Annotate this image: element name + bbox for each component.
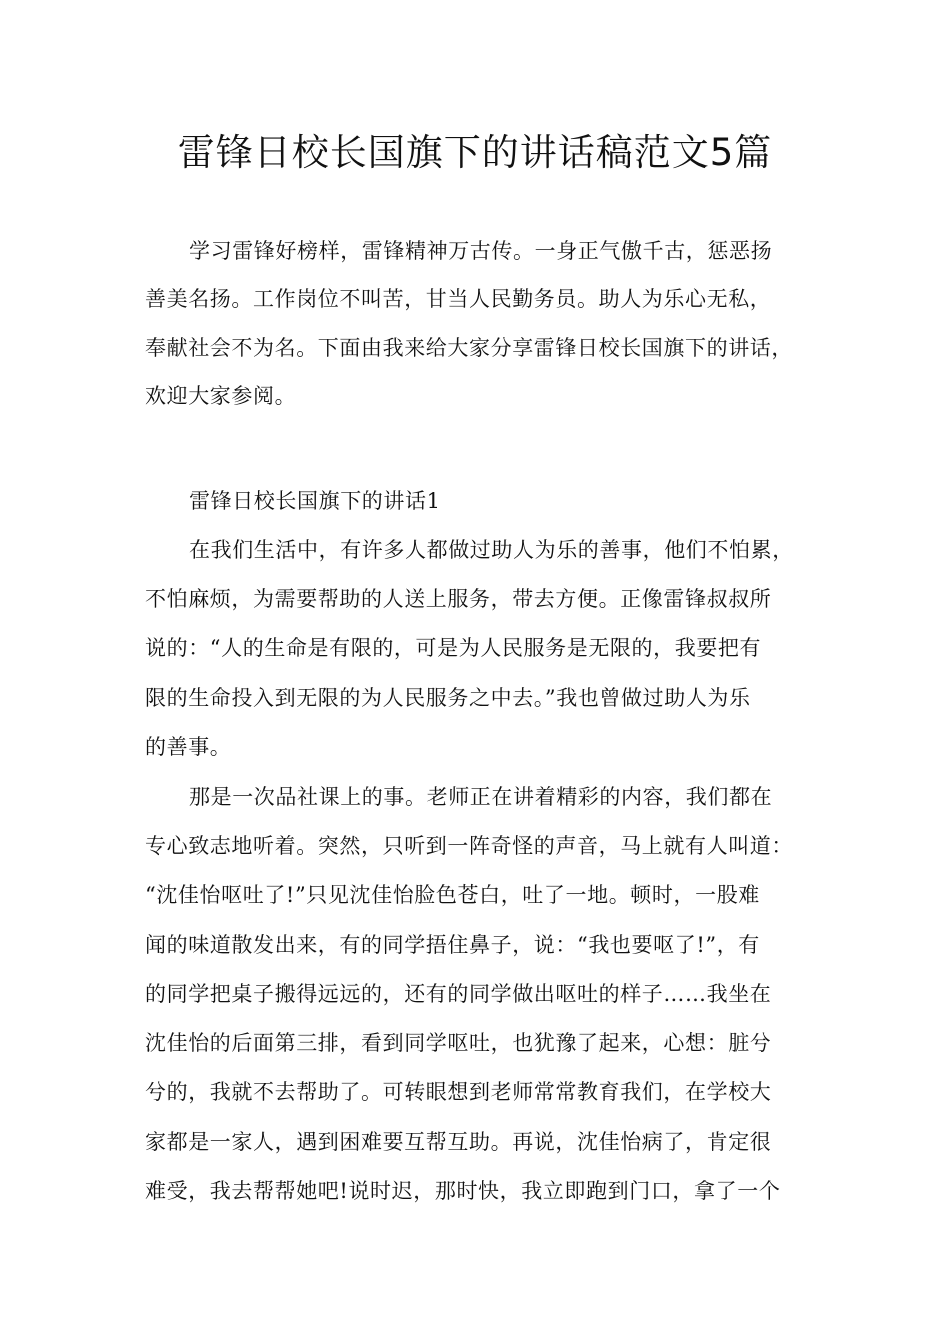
section-heading: 雷锋日校长国旗下的讲话1: [189, 489, 441, 513]
paragraph-2-line-2: 专心致志地听着。突然，只听到一阵奇怪的声音，马上就有人叫道：: [145, 834, 793, 858]
paragraph-1-line-3: 说的：“人的生命是有限的，可是为人民服务是无限的，我要把有: [145, 636, 762, 660]
paragraph-2-line-8: 家都是一家人，遇到困难要互帮互助。再说，沈佳怡病了，肯定很: [145, 1130, 772, 1154]
intro-line-1: 学习雷锋好榜样，雷锋精神万古传。一身正气傲千古，惩恶扬: [189, 239, 773, 263]
intro-line-2: 善美名扬。工作岗位不叫苦，甘当人民勤务员。助人为乐心无私，: [145, 287, 772, 311]
paragraph-1-line-5: 的善事。: [145, 735, 232, 759]
paragraph-2-line-9: 难受，我去帮帮她吧!说时迟，那时快，我立即跑到门口，拿了一个: [145, 1179, 781, 1203]
intro-line-4: 欢迎大家参阅。: [145, 384, 297, 408]
document-title: 雷锋日校长国旗下的讲话稿范文5篇: [177, 131, 773, 174]
paragraph-1-line-2: 不怕麻烦，为需要帮助的人送上服务，带去方便。正像雷锋叔叔所: [145, 587, 772, 611]
paragraph-2-line-4: 闻的味道散发出来，有的同学捂住鼻子，说：“我也要呕了!”，有: [145, 933, 760, 957]
paragraph-2-line-6: 沈佳怡的后面第三排，看到同学呕吐，也犹豫了起来，心想：脏兮: [145, 1031, 772, 1055]
paragraph-2-line-5: 的同学把桌子搬得远远的，还有的同学做出呕吐的样子……我坐在: [145, 982, 772, 1006]
paragraph-2-line-3: “沈佳怡呕吐了!”只见沈佳怡脸色苍白，吐了一地。顿时，一股难: [145, 883, 760, 907]
paragraph-1-line-4: 限的生命投入到无限的为人民服务之中去。”我也曾做过助人为乐: [145, 686, 751, 710]
paragraph-2-line-7: 兮的，我就不去帮助了。可转眼想到老师常常教育我们，在学校大: [145, 1080, 772, 1104]
paragraph-2-line-1: 那是一次品社课上的事。老师正在讲着精彩的内容，我们都在: [189, 785, 773, 809]
paragraph-1-line-1: 在我们生活中，有许多人都做过助人为乐的善事，他们不怕累，: [189, 538, 794, 562]
intro-line-3: 奉献社会不为名。下面由我来给大家分享雷锋日校长国旗下的讲话，: [145, 336, 793, 360]
